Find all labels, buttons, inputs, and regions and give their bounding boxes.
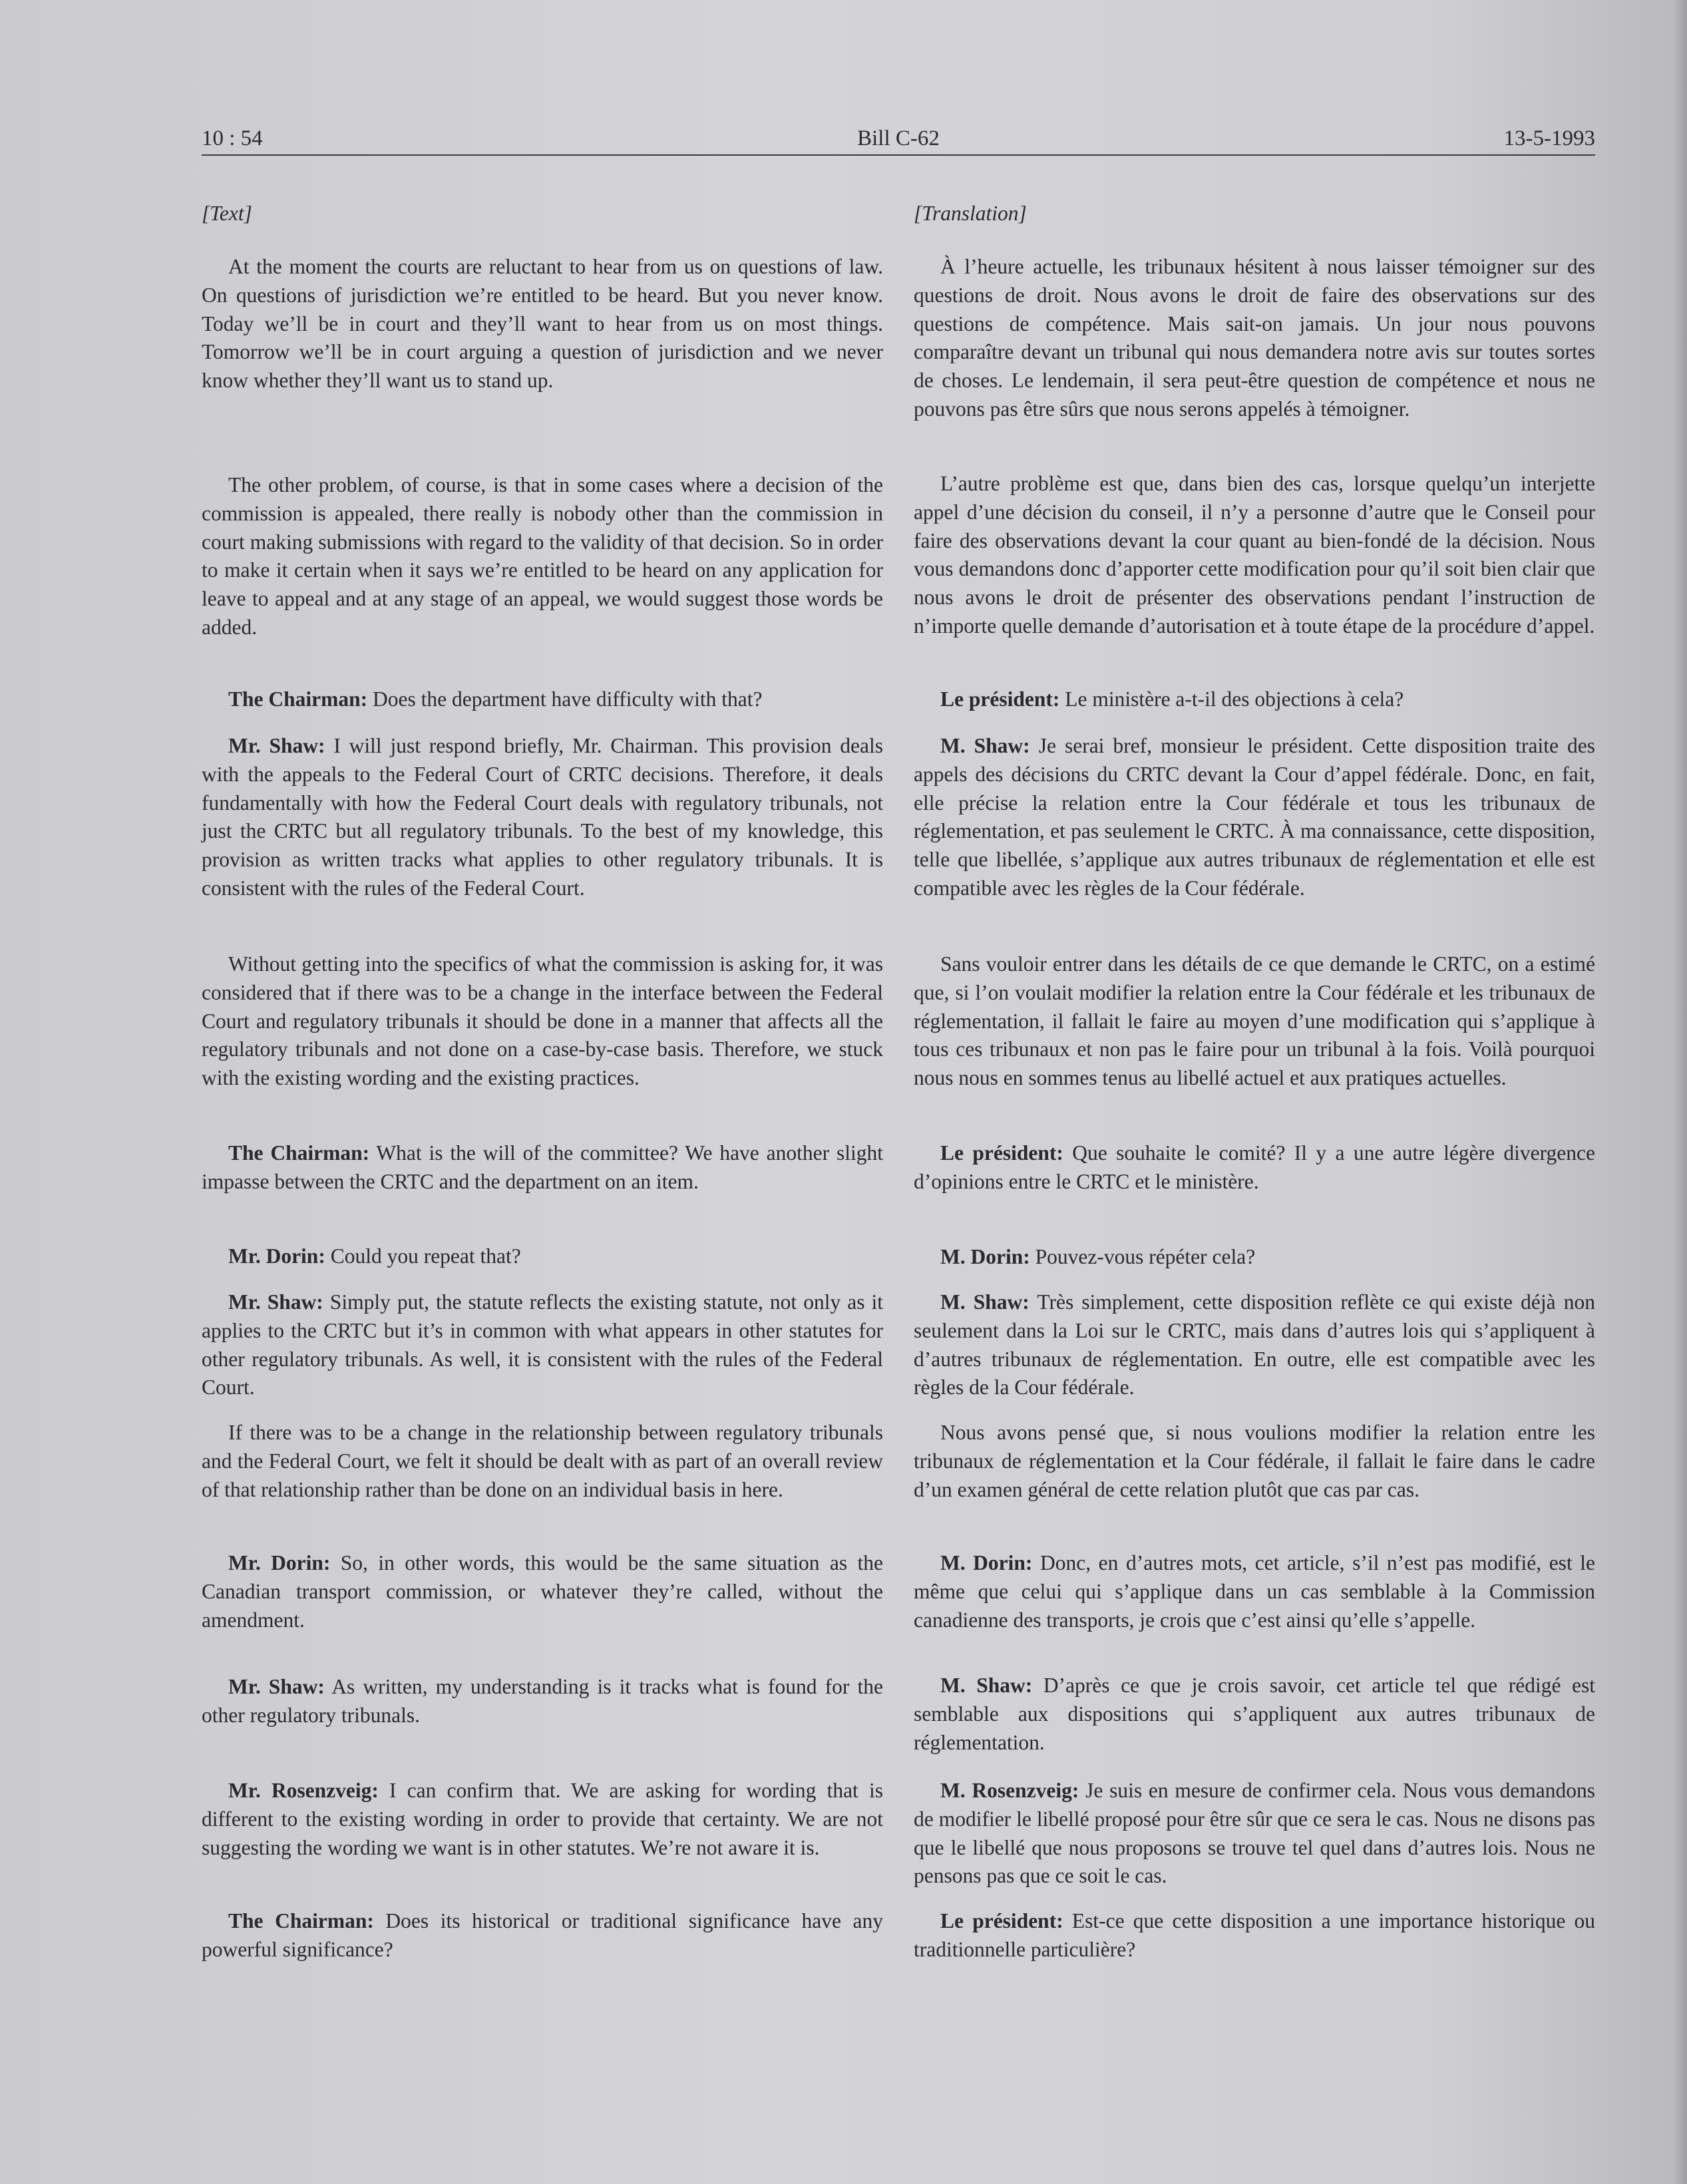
english-paragraph-1 [202,253,883,395]
header-date: 13-5-1993 [1503,126,1595,150]
paragraph-text: Pouvez-vous répéter cela? [1035,1245,1256,1268]
paragraph-text: Could you repeat that? [330,1244,521,1268]
french-paragraph-11 [914,1672,1595,1757]
paragraph-text: Simply put, the statute reflects the existing statute, not only as it applies to the CRTC but it’s in common with what appears in other statutes for other regulatory tribunals. As well, it is consistent with the rules of the Federal Court. [202,1290,883,1399]
speaker: Mr. Dorin: [228,1551,331,1574]
speaker: Mr. Dorin: [228,1244,325,1268]
paragraph-text: Est-ce que cette disposition a une importance historique ou traditionnelle particulière? [914,1909,1596,1961]
speaker: Mr. Shaw: [228,1290,323,1314]
paragraph-text: Très simplement, cette disposition reflète ce qui existe déjà non seulement dans la Loi sur le CRTC, mais dans d’autres lois qui s’appliquent à d’autres tribunaux de réglementation. En outre, elle est compatible avec les règles de la Cour fédérale. [914,1290,1595,1399]
paragraph-text: Le ministère a-t-il des objections à cela? [1065,687,1404,711]
page-edge-shadow [1672,0,1687,2184]
speaker: M. Shaw: [940,1674,1033,1697]
speaker: Le président: [940,1909,1063,1932]
paragraph-text: Nous avons pensé que, si nous voulions modifier la relation entre les tribunaux de réglementation et la Cour fédérale, il fallait le faire dans le cadre d’un examen général de cette relation plutôt que cas par cas. [914,1421,1595,1501]
paragraph-text: Que souhaite le comité? Il y a une autre légère divergence d’opinions entre le CRTC et le ministère. [914,1141,1595,1193]
french-paragraph-12 [914,1777,1595,1891]
speaker: M. Dorin: [940,1245,1030,1268]
english-paragraph-13 [202,1907,883,1964]
paragraph-text: At the moment the courts are reluctant to hear from us on questions of law. On questions of jurisdiction we’re entitled to be heard. But you never know. Today we’ll be in court and they’ll want to hear from us on most things. Tomorrow we’ll be in court arguing a question of jurisdiction and we never know whether they’ll want us to stand up. [202,255,883,393]
french-paragraph-8 [914,1288,1595,1402]
page-reference: 10 : 54 [202,126,263,150]
french-language-tag: [Translation] [914,202,1027,225]
speaker: Mr. Shaw: [228,734,325,757]
speaker: M. Dorin: [940,1551,1033,1574]
french-paragraph-6 [914,1139,1595,1196]
paragraph-text: L’autre problème est que, dans bien des cas, lorsque quelqu’un interjette appel d’une décision du conseil, il n’y a personne d’autre que le Conseil pour faire des observations devant la cour quant au bien-fondé de la décision. Nous vous demandons donc d’apporter cette modification pour qu’il soit bien clair que nous avons le droit de présenter des observations pendant l’instruction de n’importe quelle demande d’autorisation et à toute étape de la procédure d’appel. [914,472,1595,637]
paragraph-text: À l’heure actuelle, les tribunaux hésitent à nous laisser témoigner sur des questions de droit. Nous avons le droit de faire des observations sur des questions de compétence. Mais sait-on jamais. Un jour nous pouvons comparaître devant un tribunal qui nous demandera notre avis sur toutes sortes de choses. Le lendemain, il sera peut-être question de compétence et nous ne pouvons pas être sûrs que nous serons appelés à témoigner. [914,255,1595,421]
english-paragraph-11 [202,1673,883,1730]
paragraph-text: Je serai bref, monsieur le président. Cette disposition traite des appels des décisions du CRTC devant la Cour d’appel fédérale. Donc, en fait, elle précise la relation entre la Cour fédérale et tous les tribunaux de réglementation, et pas seulement le CRTC. À ma connaissance, cette disposition, telle que libellée, s’applique aux autres tribunaux de réglementation et elle est compatible avec les règles de la Cour fédérale. [914,734,1595,900]
french-paragraph-4 [914,732,1595,903]
speaker: Le président: [940,687,1060,711]
english-paragraph-8 [202,1288,883,1402]
speaker: Le président: [940,1141,1063,1165]
french-paragraph-13 [914,1907,1595,1964]
speaker: M. Rosenzveig: [940,1779,1079,1802]
english-paragraph-7 [202,1242,883,1271]
english-paragraph-9 [202,1419,883,1504]
speaker: The Chairman: [228,687,368,711]
paragraph-text: If there was to be a change in the relationship between regulatory tribunals and the Federal Court, we felt it should be dealt with as part of an overall review of that relationship rather than be done on an individual basis in here. [202,1421,883,1501]
french-paragraph-3 [914,685,1595,714]
french-paragraph-7 [914,1243,1595,1272]
french-paragraph-2 [914,470,1595,641]
paragraph-text: I will just respond briefly, Mr. Chairman. This provision deals with the appeals to the Federal Court of CRTC decisions. Therefore, it deals fundamentally with how the Federal Court deals with regulatory tribunals, not just the CRTC but all regulatory tribunals. To the best of my knowledge, this provision as written tracks what applies to other regulatory tribunals. It is consistent with the rules of the Federal Court. [202,734,883,900]
paragraph-text: So, in other words, this would be the same situation as the Canadian transport commission, or whatever they’re called, without the amendment. [202,1551,884,1632]
paragraph-text: Does its historical or traditional significance have any powerful significance? [202,1909,883,1961]
paragraph-text: The other problem, of course, is that in some cases where a decision of the commission is appealed, there really is nobody other than the commission in court making submissions with regard to the validity of that decision. So in order to make it certain when it says we’re entitled to be heard on any application for leave to appeal and at any stage of an appeal, we would suggest those words be added. [202,473,883,639]
english-language-tag: [Text] [202,202,252,225]
speaker: The Chairman: [228,1141,370,1165]
english-paragraph-5 [202,950,883,1093]
bill-title: Bill C-62 [857,126,940,150]
english-paragraph-4 [202,732,883,903]
paragraph-text: I can confirm that. We are asking for wording that is different to the existing wording in order to provide that certainty. We are not suggesting the wording we want is in other statutes. We’re not aware it is. [202,1779,883,1859]
speaker: M. Shaw: [940,734,1030,757]
paragraph-text: D’après ce que je crois savoir, cet article tel que rédigé est semblable aux dispositions qui s’appliquent aux autres tribunaux de réglementation. [914,1674,1596,1754]
english-paragraph-12 [202,1777,883,1862]
english-paragraph-6 [202,1139,883,1196]
speaker: M. Shaw: [940,1290,1030,1314]
paragraph-text: Donc, en d’autres mots, cet article, s’il n’est pas modifié, est le même que celui qui s’applique dans un cas semblable à la Commission canadienne des transports, je crois que c’est ainsi qu’elle s’appelle. [914,1551,1595,1632]
french-paragraph-5 [914,950,1595,1093]
french-paragraph-10 [914,1549,1595,1634]
paragraph-text: Sans vouloir entrer dans les détails de ce que demande le CRTC, on a estimé que, si l’on voulait modifier la relation entre la Cour fédérale et les tribunaux de réglementation, il fallait le faire au moyen d’une modification qui s’applique à tous ces tribunaux et non pas le faire pour un tribunal à la fois. Voilà pourquoi nous nous en sommes tenus au libellé actuel et aux pratiques actuelles. [914,952,1595,1090]
speaker: Mr. Rosenzveig: [228,1779,379,1802]
speaker: The Chairman: [228,1909,374,1932]
paragraph-text: What is the will of the committee? We have another slight impasse between the CRTC and the department on an item. [202,1141,883,1193]
english-paragraph-3 [202,685,883,714]
page-header [202,124,1595,153]
paragraph-text: Does the department have difficulty with that? [373,687,763,711]
paragraph-text: Without getting into the specifics of what the commission is asking for, it was considered that if there was to be a change in the interface between the Federal Court and regulatory tribunals it should be done in a manner that affects all the regulatory tribunals and not done on a case-by-case basis. Therefore, we stuck with the existing wording and the existing practices. [202,952,883,1090]
header-rule [202,154,1595,156]
english-paragraph-10 [202,1549,883,1634]
french-paragraph-1 [914,253,1595,424]
paragraph-text: As written, my understanding is it tracks what is found for the other regulatory tribunals. [202,1675,883,1727]
english-paragraph-2 [202,471,883,642]
speaker: Mr. Shaw: [228,1675,325,1698]
paragraph-text: Je suis en mesure de confirmer cela. Nous vous demandons de modifier le libellé proposé pour être sûr que ce sera le cas. Nous ne disons pas que le libellé que nous proposons se trouve tel quel dans d’autres lois. Nous ne pensons pas que ce soit le cas. [914,1779,1595,1888]
french-paragraph-9 [914,1419,1595,1504]
